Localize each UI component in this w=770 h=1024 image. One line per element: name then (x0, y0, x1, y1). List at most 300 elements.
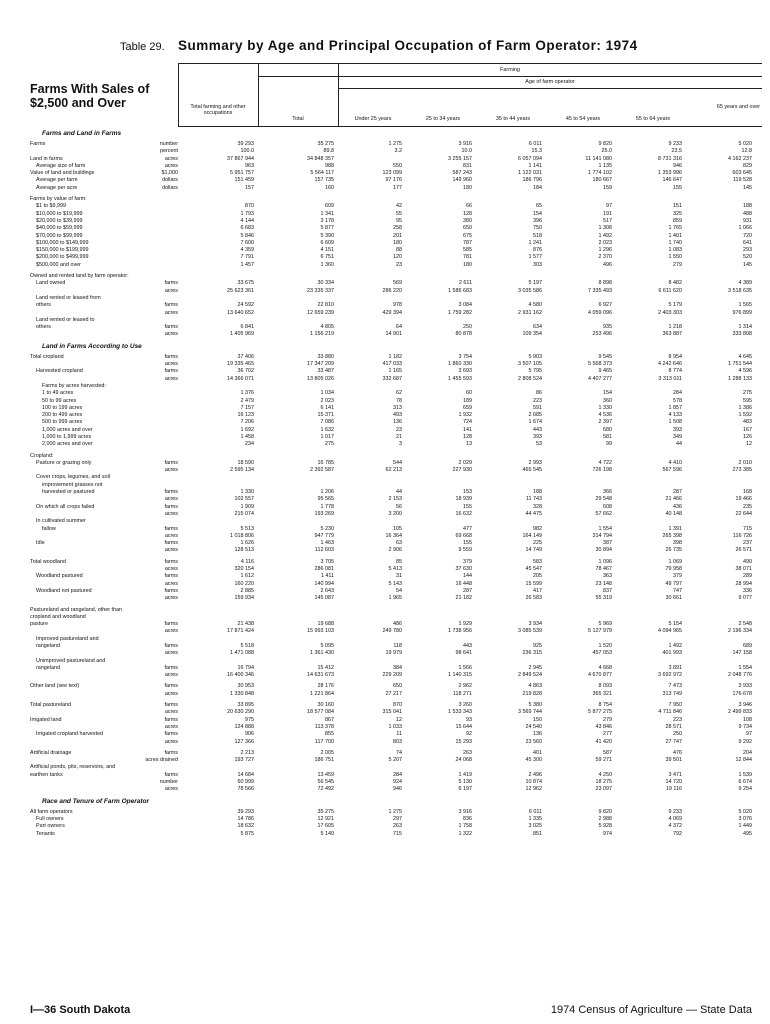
cell-col-6: 8 954 (668, 353, 682, 360)
row-label: 500 to 999 acres (42, 419, 83, 426)
cell-col-5: 55 319 (595, 595, 612, 602)
cell-col-3: 1 455 593 (448, 375, 472, 382)
cell-col-3: 585 (463, 247, 472, 254)
cell-col-7: 1 592 (738, 412, 752, 419)
cell-col-6: 49 797 (665, 580, 682, 587)
cell-col-7: 12 (746, 441, 752, 448)
cell-col-6: 1 218 (668, 324, 682, 331)
cell-col-5: 974 (603, 830, 612, 837)
cell-col-7: 4 645 (738, 353, 752, 360)
cell-col-3: 380 (463, 217, 472, 224)
cell-col-5: 4 059 096 (588, 309, 612, 316)
footer-source: 1974 Census of Agriculture — State Data (550, 1004, 752, 1016)
row-label: $200,000 to $499,999 (36, 254, 89, 261)
table-row (30, 233, 762, 240)
cell-col-0: 14 684 (237, 771, 254, 778)
cell-col-0: 14 786 (237, 815, 254, 822)
cell-col-6: 284 (673, 390, 682, 397)
cell-col-6: 578 (673, 397, 682, 404)
cell-col-2: 42 (396, 203, 402, 210)
cell-col-2: 120 (393, 254, 402, 261)
cell-col-4: 5 197 (528, 280, 542, 287)
cell-col-5: 23 148 (595, 580, 612, 587)
cell-col-0: 5 875 (240, 830, 254, 837)
cell-col-4: 184 (533, 184, 542, 191)
row-unit: farms (164, 324, 178, 331)
cell-col-4: 3 507 105 (518, 361, 542, 368)
cell-col-0: 18 632 (237, 823, 254, 830)
table-row (30, 691, 762, 698)
cell-col-7: 119 528 (732, 177, 752, 184)
table-row (30, 809, 762, 816)
cell-col-1: 33 880 (317, 353, 334, 360)
cell-col-4: 2 945 (528, 664, 542, 671)
cell-col-3: 5 130 (458, 779, 472, 786)
row-label: $40,000 to $59,999 (36, 225, 83, 232)
cell-col-2: 284 (393, 771, 402, 778)
cell-col-7: 720 (743, 232, 752, 239)
table-row (30, 412, 762, 419)
cell-col-7: 3 946 (738, 702, 752, 709)
table-row (30, 823, 762, 830)
cell-col-4: 3 934 (528, 621, 542, 628)
cell-col-0: 128 513 (234, 547, 254, 554)
row-label: Land rented or leased from (36, 294, 101, 301)
row-label: Total pastureland (30, 702, 72, 709)
cell-col-2: 332 687 (382, 375, 402, 382)
cell-col-3: 37 630 (455, 566, 472, 573)
cell-col-1: 15 412 (317, 664, 334, 671)
cell-col-0: 1 330 848 (230, 690, 254, 697)
table-row (30, 310, 762, 317)
cell-col-2: 429 394 (382, 309, 402, 316)
cell-col-2: 1 275 (388, 141, 402, 147)
cell-col-5: 5 877 275 (588, 709, 612, 716)
cell-col-0: 7 157 (240, 404, 254, 411)
cell-col-0: 5 951 757 (230, 170, 254, 177)
table-row (30, 467, 762, 474)
table-row (30, 621, 762, 628)
cell-col-3: 3 916 (458, 141, 472, 147)
cell-col-3: 80 878 (455, 331, 472, 338)
row-label: On which all crops failed (36, 503, 95, 510)
cell-col-3: 443 (463, 643, 472, 649)
cell-col-0: 2 885 (240, 587, 254, 594)
cell-col-1: 4 805 (320, 324, 334, 331)
cell-col-0: 5 513 (240, 525, 254, 532)
table-row (30, 405, 762, 412)
cell-col-4: 2 993 (528, 459, 542, 466)
cell-col-1: 6 141 (320, 404, 334, 411)
cell-col-3: 13 (466, 441, 472, 448)
cell-col-2: 978 (393, 302, 402, 309)
cell-col-7: 520 (743, 254, 752, 261)
row-unit: acres (164, 375, 178, 382)
cell-col-2: 924 (393, 779, 402, 786)
cell-col-7: 168 (743, 489, 752, 496)
cell-col-2: 95 (396, 217, 402, 224)
row-label: Total cropland (30, 353, 64, 360)
table-row (30, 496, 762, 503)
cell-col-6: 40 148 (665, 510, 682, 517)
cell-col-3: 69 668 (455, 532, 472, 539)
banner-line-1: Farms With Sales of (30, 82, 150, 96)
cell-col-7: 167 (743, 426, 752, 433)
cell-col-4: 45 300 (525, 757, 542, 764)
cell-col-4: 4 580 (528, 302, 542, 309)
cell-col-1: 23 335 337 (307, 287, 334, 294)
cell-col-7: 2 499 833 (728, 709, 752, 716)
cell-col-1: 89.8 (323, 148, 334, 155)
banner (30, 82, 149, 110)
cell-col-0: 1 471 088 (230, 650, 254, 657)
col-25-34: 25 to 34 years (425, 116, 461, 122)
cell-col-5: 4 668 (598, 664, 612, 671)
row-label: Part owners (36, 823, 65, 830)
cell-col-0: 7 206 (240, 419, 254, 426)
cell-col-1: 5 877 (320, 225, 334, 232)
cell-col-3: 1 860 330 (448, 361, 472, 368)
cell-col-0: 19 335 465 (227, 361, 254, 368)
cell-col-5: 159 (603, 184, 612, 191)
cell-col-4: 10 874 (525, 779, 542, 786)
cell-col-7: 9 254 (738, 786, 752, 793)
cell-col-3: 16 632 (455, 510, 472, 517)
cell-col-2: 486 (393, 621, 402, 628)
cell-col-1: 35 275 (317, 808, 334, 815)
row-label: 100 to 199 acres (42, 404, 83, 411)
cell-col-2: 803 (393, 738, 402, 745)
table-row (30, 739, 762, 746)
cell-col-3: 2 962 (458, 683, 472, 690)
table-row (30, 547, 762, 554)
row-unit: farms (164, 302, 178, 309)
cell-col-5: 457 053 (592, 650, 612, 657)
cell-col-7: 188 (743, 203, 752, 210)
cell-col-5: 496 (603, 261, 612, 268)
row-label: Pasture or grazing only (36, 459, 92, 466)
cell-col-7: 595 (743, 397, 752, 404)
cell-col-0: 193 727 (234, 757, 254, 764)
cell-col-4: 5 380 (528, 702, 542, 709)
cell-col-1: 19 688 (317, 621, 334, 628)
row-unit: farms (164, 702, 178, 709)
cell-col-3: 477 (463, 525, 472, 532)
row-label: pasture (30, 621, 48, 628)
cell-col-6: 4 242 646 (658, 361, 682, 368)
cell-col-1: 1 361 430 (310, 650, 334, 657)
row-unit: farms (164, 525, 178, 532)
cell-col-5: 608 (603, 503, 612, 510)
cell-col-3: 1 566 (458, 664, 472, 671)
row-unit: acres (164, 155, 178, 162)
cell-col-3: 675 (463, 232, 472, 239)
cell-col-2: 85 (396, 558, 402, 565)
cell-col-5: 935 (603, 324, 612, 331)
row-unit: acres (164, 309, 178, 316)
cell-col-4: 65 (536, 203, 542, 210)
cell-col-2: 44 (396, 489, 402, 496)
cell-col-3: 128 (463, 433, 472, 440)
row-label: Farms (30, 141, 46, 147)
cell-col-3: 287 (463, 587, 472, 594)
cell-col-0: 18 590 (237, 459, 254, 466)
cell-col-6: 21 466 (665, 496, 682, 503)
cell-col-6: 4 069 (668, 815, 682, 822)
cell-col-4: 925 (533, 643, 542, 649)
cell-col-0: 870 (245, 203, 254, 210)
cell-col-6: 4 372 (668, 823, 682, 830)
cell-col-0: 4 116 (240, 558, 254, 565)
cell-col-7: 2 048 776 (728, 672, 752, 679)
cell-col-1: 5 564 117 (310, 170, 334, 177)
table-row (30, 764, 762, 771)
cell-col-0: 14 366 071 (227, 375, 254, 382)
cell-col-3: 60 (466, 390, 472, 397)
cell-col-4: 1 241 (528, 239, 542, 246)
cell-col-5: 837 (603, 587, 612, 594)
cell-col-5: 277 (603, 731, 612, 738)
row-unit: farms (164, 621, 178, 628)
cell-col-2: 384 (393, 664, 402, 671)
cell-col-4: 3 569 744 (518, 709, 542, 716)
cell-col-1: 1 156 219 (310, 331, 334, 338)
cell-col-0: 102 557 (234, 496, 254, 503)
cell-col-2: 870 (393, 702, 402, 709)
cell-col-1: 4 151 (320, 247, 334, 254)
cell-col-1: 855 (325, 731, 334, 738)
row-label: In cultivated summer (36, 518, 86, 525)
cell-col-7: 9 077 (738, 595, 752, 602)
cell-col-1: 6 751 (320, 254, 334, 261)
cell-col-0: 33 895 (237, 702, 254, 709)
table-row (30, 581, 762, 588)
cell-col-6: 14 720 (665, 779, 682, 786)
row-label: Artificial drainage (30, 749, 72, 756)
cell-col-2: 180 (393, 239, 402, 246)
cell-col-7: 6 674 (738, 779, 752, 786)
cell-col-5: 387 (603, 540, 612, 547)
cell-col-6: 9 233 (668, 141, 682, 147)
cell-col-3: 263 (463, 749, 472, 756)
cell-col-5: 23 097 (595, 786, 612, 793)
cell-col-5: 180 667 (592, 177, 612, 184)
cell-col-3: 2 611 (458, 280, 472, 287)
cell-col-7: 2 548 (738, 621, 752, 628)
cell-col-0: 234 (245, 441, 254, 448)
cell-col-2: 62 213 (385, 467, 402, 474)
cell-col-2: 550 (393, 162, 402, 169)
cell-col-5: 1 774 102 (588, 170, 612, 177)
cell-col-5: 7 335 493 (588, 287, 612, 294)
row-label: Tenants (36, 830, 55, 837)
cell-col-5: 680 (603, 426, 612, 433)
table-row (30, 419, 762, 426)
row-label: 50 to 99 acres (42, 397, 77, 404)
row-unit: farms (164, 731, 178, 738)
cell-col-6: 1 401 (668, 232, 682, 239)
cell-col-2: 21 (396, 433, 402, 440)
cell-col-2: 62 (396, 390, 402, 397)
cell-col-4: 5 903 (528, 353, 542, 360)
cell-col-7: 9 292 (738, 738, 752, 745)
cell-col-5: 1 096 (598, 558, 612, 565)
cell-col-3: 831 (463, 162, 472, 169)
table-row (30, 354, 762, 361)
cell-col-0: 1 018 806 (230, 532, 254, 539)
cell-col-3: 1 738 956 (448, 628, 472, 635)
col-total-all: Total farming and other occupations (190, 104, 246, 116)
table-title (120, 38, 638, 53)
farming-group-label: Farming (500, 67, 520, 73)
table-row (30, 390, 762, 397)
row-label: 1,000 to 1,999 acres (42, 433, 92, 440)
cell-col-2: 177 (393, 184, 402, 191)
cell-col-0: 157 (245, 184, 254, 191)
cell-col-4: 750 (533, 225, 542, 232)
table-row (30, 816, 762, 823)
cell-col-6: 8 774 (668, 368, 682, 375)
cell-col-6: 363 887 (662, 331, 682, 338)
row-unit: farms (164, 643, 178, 649)
cell-col-1: 7 086 (320, 419, 334, 426)
row-unit: acres (164, 690, 178, 697)
cell-col-4: 223 (533, 397, 542, 404)
cell-col-3: 66 (466, 203, 472, 210)
cell-col-1: 5 230 (320, 525, 334, 532)
cell-col-6: 1 740 (668, 239, 682, 246)
cell-col-3: 1 932 (458, 412, 472, 419)
cell-col-3: 1 929 (458, 621, 472, 628)
cell-col-2: 118 (393, 643, 402, 649)
cell-col-7: 9 734 (738, 723, 752, 730)
cell-col-1: 193 269 (314, 510, 334, 517)
cell-col-5: 5 127 979 (588, 628, 612, 635)
row-label: improvement grasses not (42, 481, 103, 488)
cell-col-6: 146 647 (662, 177, 682, 184)
cell-col-3: 1 758 (458, 823, 472, 830)
cell-col-6: 792 (673, 830, 682, 837)
cell-col-7: 2 196 334 (728, 628, 752, 635)
cell-col-7: 176 678 (732, 690, 752, 697)
cell-col-2: 55 (396, 210, 402, 217)
row-label: Farms by value of farm: (30, 196, 87, 203)
cell-col-1: 160 (325, 184, 334, 191)
row-unit: acres (164, 547, 178, 554)
cell-col-2: 16 364 (385, 532, 402, 539)
table-row (30, 295, 762, 302)
cell-col-3: 9 559 (458, 547, 472, 554)
cell-col-4: 86 (536, 390, 542, 397)
age-subgroup-label: Age of farm operator (525, 79, 575, 85)
cell-col-3: 128 (463, 210, 472, 217)
cell-col-5: 1 296 (598, 247, 612, 254)
cell-col-4: 186 796 (522, 177, 542, 184)
cell-col-0: 906 (245, 731, 254, 738)
cell-col-6: 5 154 (668, 621, 682, 628)
cell-col-1: 5 149 (320, 830, 334, 837)
table-row (30, 240, 762, 247)
table-row (30, 672, 762, 679)
row-label: Unimproved pastureland and (36, 657, 106, 664)
cell-col-3: 3 255 157 (448, 155, 472, 162)
row-label: 1 to 49 acres (42, 390, 74, 397)
cell-col-3: 153 (463, 489, 472, 496)
cell-col-4: 12 962 (525, 786, 542, 793)
cell-col-1: 5 390 (320, 232, 334, 239)
table-row (30, 331, 762, 338)
cell-col-5: 57 662 (595, 510, 612, 517)
cell-col-5: 9 545 (598, 353, 612, 360)
cell-col-3: 836 (463, 815, 472, 822)
cell-col-6: 23.5 (671, 148, 682, 155)
cell-col-4: 465 545 (522, 467, 542, 474)
row-label: Pastureland and rangeland, other than (30, 606, 123, 613)
cell-col-4: 136 (533, 731, 542, 738)
cell-col-7: 490 (743, 558, 752, 565)
table-row (30, 709, 762, 716)
row-label: Land in farms (30, 155, 63, 162)
cell-col-6: 1 765 (668, 225, 682, 232)
table-row (30, 262, 762, 269)
cell-col-6: 155 (673, 184, 682, 191)
cell-col-0: 1 405 969 (230, 331, 254, 338)
cell-col-3: 98 641 (455, 650, 472, 657)
cell-col-0: 160 220 (234, 580, 254, 587)
cell-col-1: 13 459 (317, 771, 334, 778)
cell-col-0: 215 074 (234, 510, 254, 517)
cell-col-5: 2 988 (598, 815, 612, 822)
cell-col-4: 45 547 (525, 566, 542, 573)
row-unit: acres drained (145, 757, 178, 764)
row-unit: farms (164, 771, 178, 778)
table-row (30, 658, 762, 665)
cell-col-1: 2 023 (320, 397, 334, 404)
table-row (30, 441, 762, 448)
cell-col-2: 3 (399, 441, 402, 448)
row-unit: acres (164, 650, 178, 657)
table-row (30, 203, 762, 210)
cell-col-6: 19 116 (665, 786, 682, 793)
cell-col-5: 253 496 (592, 331, 612, 338)
table-row (30, 376, 762, 383)
section-heading (30, 794, 762, 809)
cell-col-2: 105 (393, 525, 402, 532)
cell-col-2: 23 (396, 261, 402, 268)
cell-col-1: 1 463 (320, 540, 334, 547)
cell-col-1: 1 221 864 (310, 690, 334, 697)
cell-col-4: 14 749 (525, 547, 542, 554)
row-unit: farms (164, 280, 178, 287)
cell-col-6: 3 471 (668, 771, 682, 778)
cell-col-7: 1 751 544 (728, 361, 752, 368)
cell-col-5: 5 928 (598, 823, 612, 830)
cell-col-7: 931 (743, 217, 752, 224)
cell-col-1: 1 341 (320, 210, 334, 217)
cell-col-4: 11 743 (525, 496, 542, 503)
table-number: Table 29. (120, 41, 165, 53)
cell-col-0: 1 692 (240, 426, 254, 433)
cell-col-6: 4 410 (668, 459, 682, 466)
cell-col-4: 164 149 (522, 532, 542, 539)
cell-col-2: 74 (396, 749, 402, 756)
cell-col-6: 44 (676, 441, 682, 448)
cell-col-4: 15.3 (531, 148, 542, 155)
cell-col-0: 20 630 290 (227, 709, 254, 716)
cell-col-0: 39 293 (237, 141, 254, 147)
cell-col-6: 7 950 (668, 702, 682, 709)
table-row (30, 643, 762, 650)
